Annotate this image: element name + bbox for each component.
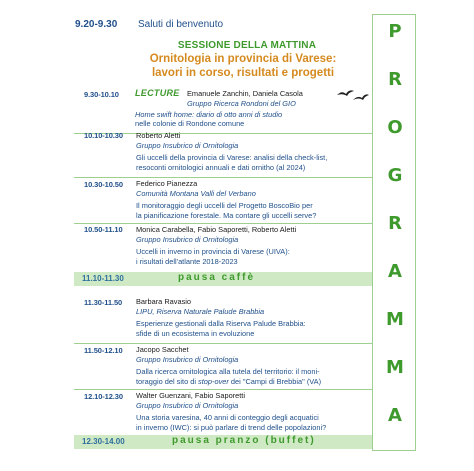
talk-title-line1: Home swift home: diario di otto anni di studio [135, 110, 283, 119]
talk-affiliation: Gruppo Insubrico di Ornitologia [136, 401, 239, 410]
programma-letter: R [388, 213, 402, 234]
talk-time: 10.50-11.10 [84, 225, 123, 234]
session-subtitle-line2: lavori in corso, risultati e progetti [151, 67, 335, 79]
lecture-tag: LECTURE [135, 88, 180, 98]
break-time: 12.30-14.00 [82, 437, 125, 446]
programma-letter: O [387, 117, 403, 138]
talk-affiliation: Gruppo Insubrico di Ornitologia [136, 235, 239, 244]
talk-title-line2: i risultati dell'atlante 2018-2023 [136, 257, 238, 266]
welcome-text: Saluti di benvenuto [138, 19, 224, 30]
talk-title-line2: la pianificazione forestale. Ma contare gli uccelli serve? [136, 211, 317, 220]
talk-speaker: Monica Carabella, Fabio Saporetti, Roberto Aletti [136, 225, 297, 234]
talk-title-line1: Esperienze gestionali dalla Riserva Palude Brabbia: [136, 319, 306, 328]
programma-letter: G [387, 165, 403, 186]
lunch-break-bar [74, 435, 374, 449]
talk-title-line2-part1: toraggio del sito di [136, 377, 199, 386]
break-time: 11.10-11.30 [82, 274, 124, 283]
talk-speaker: Emanuele Zanchin, Daniela Casola [187, 89, 303, 98]
talk-title-line1: Il monitoraggio degli uccelli del Progetto BoscoBio per [136, 201, 313, 210]
programma-letter: A [388, 261, 402, 282]
talk-affiliation: LIPU, Riserva Naturale Palude Brabbia [136, 307, 265, 316]
talk-speaker: Federico Pianezza [136, 179, 198, 188]
talk-time: 11.30-11.50 [84, 298, 123, 307]
talk-title-line2 [136, 377, 321, 387]
divider [74, 223, 372, 224]
talk-speaker: Barbara Ravasio [136, 297, 192, 306]
break-label: pausa pranzo (buffet) [172, 435, 316, 446]
talk-title-line1: Uccelli in inverno in provincia di Varese (UIVA): [136, 247, 290, 256]
talk-title-line1: Una storia varesina, 40 anni di conteggio degli acquatici [136, 413, 319, 422]
talk-affiliation: Comunità Montana Valli del Verbano [136, 189, 256, 198]
talk-title-line2-part3: dei "Campi di Brebbia" (VA) [228, 377, 322, 386]
break-label: pausa caffè [178, 272, 256, 283]
programma-letter: M [386, 309, 404, 330]
talk-time: 12.10-12.30 [84, 392, 123, 401]
swift-birds-icon [336, 86, 370, 104]
talk-title-line2: nelle colonie di Rondone comune [135, 119, 245, 128]
talk-time: 10.10-10.30 [84, 131, 123, 140]
programma-letter: R [388, 69, 402, 90]
programma-letter: M [386, 357, 404, 378]
talk-time: 11.50-12.10 [84, 346, 123, 355]
talk-title-line2: sfide di un ecosistema in evoluzione [136, 329, 255, 338]
talk-time: 10.30-10.50 [84, 180, 123, 189]
session-title: SESSIONE DELLA MATTINA [177, 40, 317, 51]
talk-time: 9.30-10.10 [84, 90, 119, 99]
talk-affiliation: Gruppo Ricerca Rondoni del GIO [187, 99, 296, 108]
programma-letter: A [388, 405, 402, 426]
programma-letter: P [388, 21, 402, 42]
talk-title-line1: Dalla ricerca ornitologica alla tutela del territorio: il moni- [136, 367, 320, 376]
divider [74, 177, 372, 178]
talk-speaker: Jacopo Sacchet [136, 345, 189, 354]
divider [74, 343, 372, 344]
talk-title-line1: Gli uccelli della provincia di Varese: analisi della check-list, [136, 153, 328, 162]
talk-title-line2: resoconti ornitologici annuali e dati ornitho (al 2024) [136, 163, 306, 172]
talk-title-line2-italic: stop-over [198, 377, 229, 386]
talk-speaker: Walter Guenzani, Fabio Saporetti [136, 391, 245, 400]
talk-affiliation: Gruppo Insubrico di Ornitologia [136, 141, 239, 150]
session-subtitle-line1: Ornitologia in provincia di Varese: [149, 53, 337, 65]
talk-speaker: Roberto Aletti [136, 131, 181, 140]
talk-affiliation: Gruppo Insubrico di Ornitologia [136, 355, 239, 364]
talk-title-line2: in inverno (IWC): si può parlare di trend delle popolazioni? [136, 423, 327, 432]
divider [74, 389, 372, 390]
programma-vertical-label [372, 14, 416, 451]
welcome-time: 9.20-9.30 [75, 19, 118, 30]
coffee-break-bar [74, 272, 372, 286]
